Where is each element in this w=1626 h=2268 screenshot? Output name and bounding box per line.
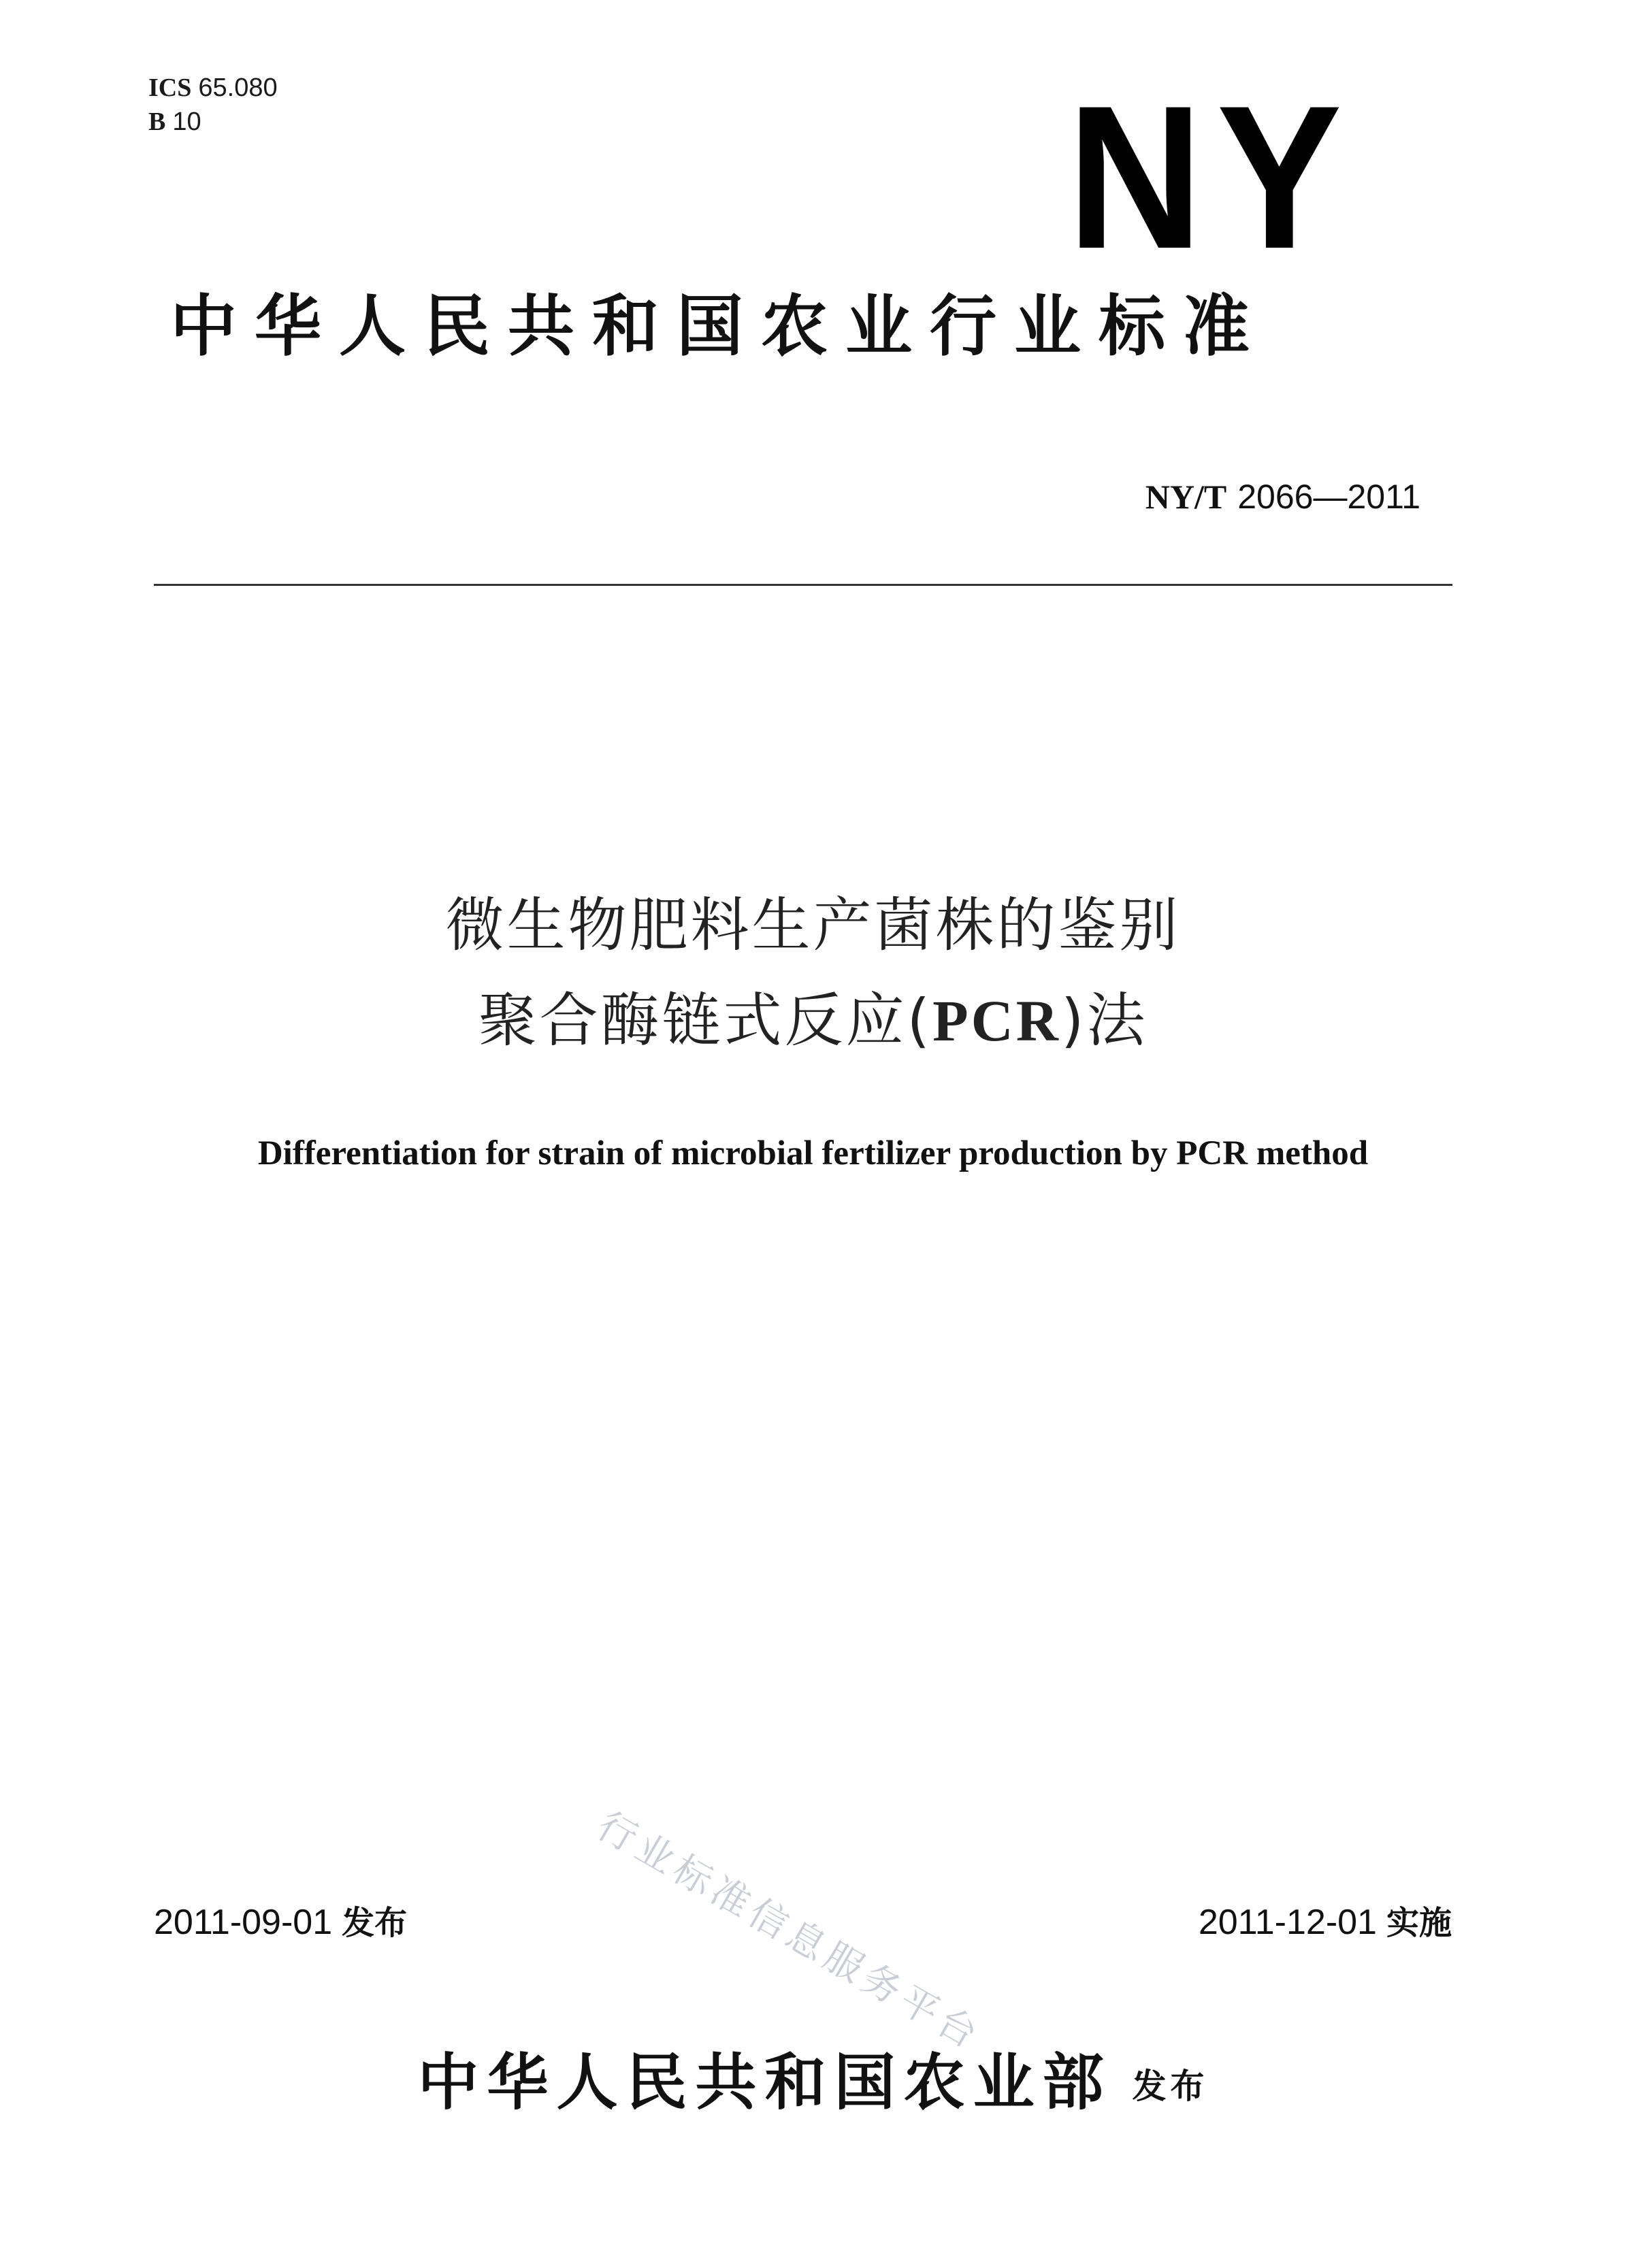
publisher: 中华人民共和国农业部 发布 [417, 2046, 1209, 2118]
class-code: B 10 [148, 108, 201, 136]
english-title: Differentiation for strain of microbial fertilizer production by PCR method [257, 1134, 1369, 1172]
chinese-title-line1: 微生物肥料生产菌株的鉴别 [445, 891, 1181, 959]
watermark: 行业标准信息服务平台 [589, 1803, 990, 2060]
standard-code: NY/T 2066—2011 [1145, 478, 1420, 516]
issue-date: 2011-09-01 发布 [154, 1903, 408, 1942]
chinese-title [0, 878, 1626, 1068]
implement-date: 2011-12-01 实施 [1198, 1903, 1452, 1942]
standard-title: 中华人民共和国农业行业标准 [170, 288, 1268, 365]
chinese-title-line2: 聚合酶链式反应(PCR)法 [478, 987, 1148, 1055]
classification-codes [148, 71, 278, 139]
ny-logo: NY [1067, 63, 1356, 291]
divider-line [154, 584, 1452, 586]
ics-code: ICS 65.080 [148, 73, 278, 102]
